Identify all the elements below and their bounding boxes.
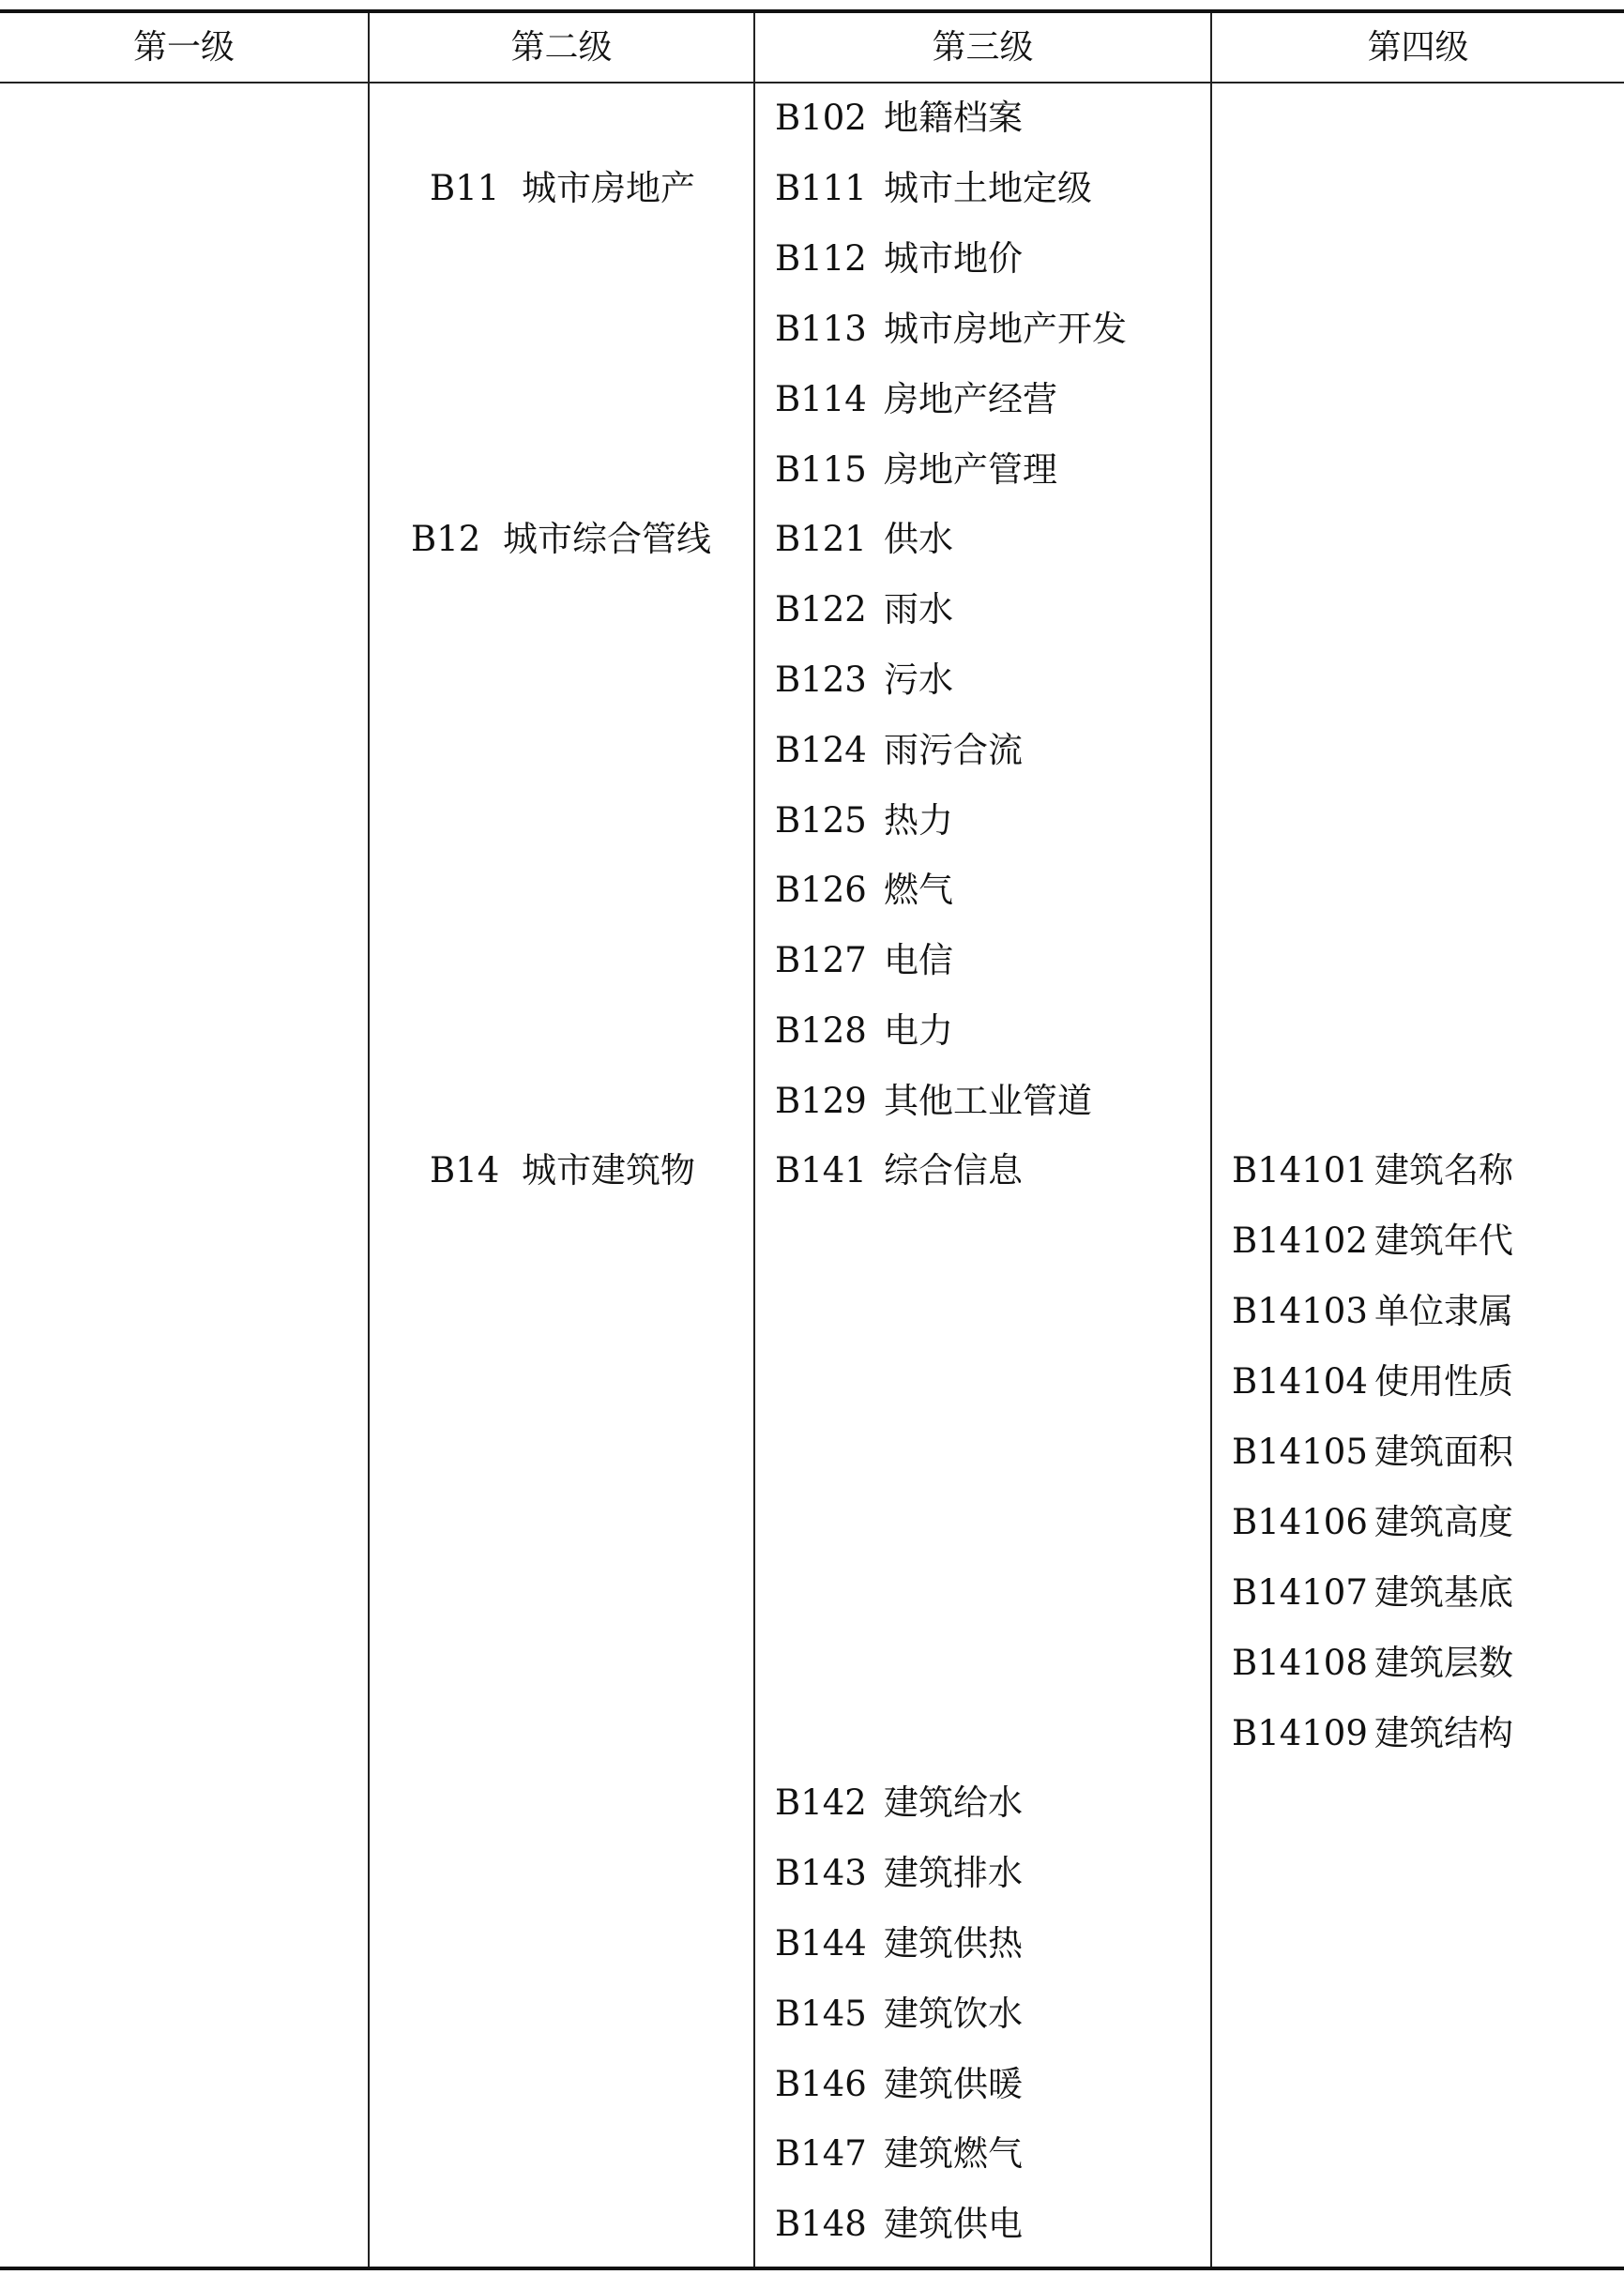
level3-item	[775, 1838, 1207, 1908]
level4-item	[1232, 1628, 1616, 1698]
level4-label: 建筑年代	[1374, 1221, 1513, 1261]
level4-item	[1232, 1557, 1616, 1628]
level3-item	[775, 785, 1207, 856]
level4-code: B14109	[1232, 1713, 1368, 1753]
level3-label: 城市土地定级	[884, 168, 1092, 208]
level3-code: B124	[775, 730, 867, 770]
level3-code: B129	[775, 1081, 867, 1121]
level3-code: B141	[775, 1150, 867, 1190]
level3-item	[775, 294, 1207, 364]
level3-item	[775, 1066, 1207, 1136]
bottom-rule	[0, 2267, 1624, 2270]
level4-label: 建筑面积	[1374, 1432, 1513, 1472]
level2-label: 城市建筑物	[522, 1150, 695, 1190]
level3-label: 雨污合流	[884, 730, 1023, 770]
level3-code: B145	[775, 1994, 867, 2034]
level3-code: B113	[775, 309, 867, 349]
level3-label: 建筑供电	[884, 2204, 1023, 2244]
level3-label: 地籍档案	[884, 98, 1023, 138]
level3-code: B143	[775, 1853, 867, 1893]
level3-label: 雨水	[884, 589, 953, 629]
level3-label: 建筑给水	[884, 1782, 1023, 1823]
level3-item	[775, 223, 1207, 294]
level4-item	[1232, 1487, 1616, 1557]
level2-item	[430, 1135, 739, 1206]
level3-code: B114	[775, 379, 867, 419]
level3-label: 供水	[884, 519, 953, 559]
level3-item	[775, 995, 1207, 1066]
level4-code: B14102	[1232, 1221, 1368, 1261]
level4-code: B14104	[1232, 1361, 1368, 1402]
level3-item	[775, 855, 1207, 925]
level3-item	[775, 1767, 1207, 1838]
level3-code: B125	[775, 800, 867, 841]
level3-label: 建筑排水	[884, 1853, 1023, 1893]
level2-item	[411, 504, 749, 574]
level4-code: B14101	[1232, 1150, 1368, 1190]
level3-label: 房地产管理	[884, 449, 1057, 490]
level4-label: 建筑名称	[1374, 1150, 1513, 1190]
level3-code: B102	[775, 98, 867, 138]
level4-item	[1232, 1135, 1616, 1206]
level2-code: B11	[430, 168, 500, 208]
col-divider-1	[368, 13, 370, 2267]
level3-code: B148	[775, 2204, 867, 2244]
level3-label: 电信	[884, 940, 953, 980]
level4-item	[1232, 1276, 1616, 1346]
level4-code: B14106	[1232, 1502, 1368, 1542]
level3-item	[775, 2049, 1207, 2119]
level3-code: B123	[775, 660, 867, 700]
level3-code: B111	[775, 168, 867, 208]
level4-code: B14107	[1232, 1572, 1368, 1613]
level4-label: 单位隶属	[1374, 1291, 1513, 1331]
level3-code: B128	[775, 1010, 867, 1051]
col-divider-2	[753, 13, 755, 2267]
level3-item	[775, 504, 1207, 574]
level3-item	[775, 434, 1207, 505]
level3-item	[775, 364, 1207, 434]
level2-item	[430, 153, 739, 223]
level3-item	[775, 925, 1207, 995]
level3-label: 建筑供热	[884, 1923, 1023, 1964]
level3-label: 燃气	[884, 870, 953, 910]
level4-item	[1232, 1346, 1616, 1417]
level3-code: B121	[775, 519, 867, 559]
level3-code: B144	[775, 1923, 867, 1964]
level3-code: B112	[775, 238, 867, 279]
level4-code: B14103	[1232, 1291, 1368, 1331]
col-divider-3	[1210, 13, 1212, 2267]
level4-label: 建筑基底	[1374, 1572, 1513, 1613]
level3-code: B115	[775, 449, 867, 490]
level3-item	[775, 645, 1207, 715]
level3-label: 城市房地产开发	[884, 309, 1127, 349]
level3-item	[775, 1979, 1207, 2049]
level3-item	[775, 715, 1207, 785]
level3-label: 电力	[884, 1010, 953, 1051]
level3-item	[775, 1908, 1207, 1979]
level4-code: B14108	[1232, 1643, 1368, 1683]
level3-label: 建筑供暖	[884, 2064, 1023, 2104]
level2-label: 城市房地产	[522, 168, 695, 208]
level3-code: B126	[775, 870, 867, 910]
level2-code: B14	[430, 1150, 500, 1190]
level3-label: 建筑饮水	[884, 1994, 1023, 2034]
level2-code: B12	[411, 519, 481, 559]
level3-label: 房地产经营	[884, 379, 1057, 419]
level3-label: 热力	[884, 800, 953, 841]
level4-label: 建筑层数	[1374, 1643, 1513, 1683]
level4-item	[1232, 1206, 1616, 1276]
level3-label: 建筑燃气	[884, 2133, 1023, 2174]
header-level3: 第三级	[932, 28, 1034, 67]
level3-item	[775, 2189, 1207, 2259]
level2-label: 城市综合管线	[503, 519, 711, 559]
level3-item	[775, 153, 1207, 223]
level3-item	[775, 574, 1207, 645]
level3-label: 其他工业管道	[884, 1081, 1092, 1121]
level3-code: B146	[775, 2064, 867, 2104]
header-level1: 第一级	[132, 28, 235, 67]
level4-label: 建筑结构	[1374, 1713, 1513, 1753]
level4-label: 使用性质	[1374, 1361, 1513, 1402]
header-level4: 第四级	[1367, 28, 1469, 67]
level3-label: 城市地价	[884, 238, 1023, 279]
level4-item	[1232, 1698, 1616, 1768]
header-level2: 第二级	[510, 28, 613, 67]
level3-label: 综合信息	[884, 1150, 1023, 1190]
level3-code: B147	[775, 2133, 867, 2174]
level4-item	[1232, 1417, 1616, 1487]
level3-code: B127	[775, 940, 867, 980]
level3-item	[775, 83, 1207, 153]
level4-label: 建筑高度	[1374, 1502, 1513, 1542]
level3-item	[775, 1135, 1207, 1206]
level3-code: B122	[775, 589, 867, 629]
level3-code: B142	[775, 1782, 867, 1823]
level3-label: 污水	[884, 660, 953, 700]
level3-item	[775, 2118, 1207, 2189]
level4-code: B14105	[1232, 1432, 1368, 1472]
